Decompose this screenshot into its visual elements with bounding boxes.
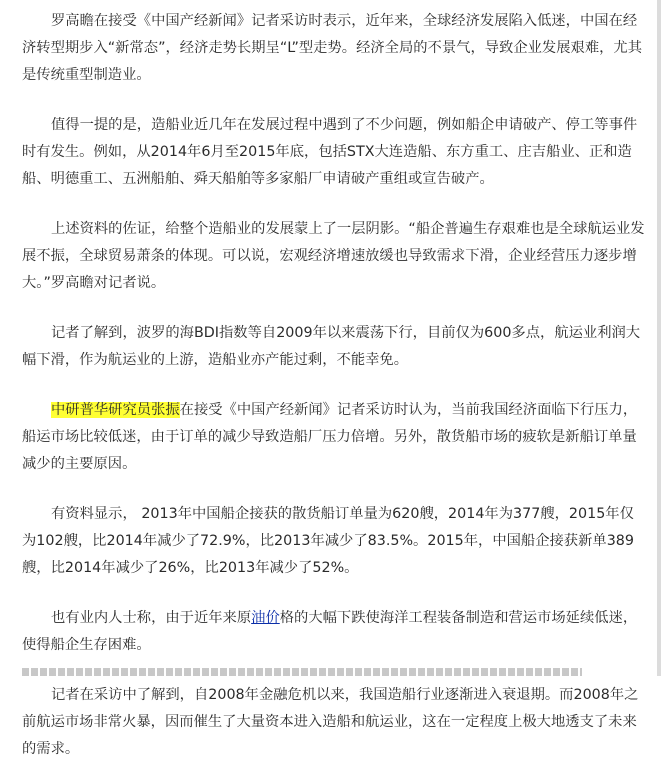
paragraph-6: 有资料显示， 2013年中国船企接获的散货船订单量为620艘，2014年为377艘，2015年仅为102艘，比2014年减少了72.9%，比2013年减少了83.5%。2015年，中国船企接获新单389艘，比2014年减少了26%，比2013年减少了52%。 [22, 506, 634, 576]
paragraph-4: 记者了解到，波罗的海BDI指数等自2009年以来震荡下行，目前仅为600多点，航运业利润大幅下滑，作为航运业的上游，造船业亦产能过剩，不能幸免。 [22, 325, 641, 368]
oil-price-link[interactable]: 油价 [251, 610, 280, 626]
paragraph-7 [22, 605, 647, 659]
paragraph-7-text-end: 格的大幅下跌使海洋工程装备制造和营运市场延续低迷，使得船企生存困难。 [22, 610, 638, 653]
paragraph-5 [22, 397, 647, 478]
scrollbar-track[interactable] [657, 0, 661, 676]
paragraph-7-text-start: 也有业内人士称，由于近年来原 [51, 610, 252, 626]
paragraph-5-text: 在接受《中国产经新闻》记者采访时认为，当前我国经济面临下行压力，船运市场比较低迷，由于订单的减少导致造船厂压力倍增。另外，散货船市场的疲软是新船订单量减少的主要原因。 [22, 402, 638, 472]
cut-off-next-line [22, 668, 582, 676]
highlighted-researcher-name: 中研普华研究员张振 [51, 402, 180, 418]
paragraph-2: 值得一提的是，造船业近几年在发展过程中遇到了不少问题，例如船企申请破产、停工等事件时有发生。例如，从2014年6月至2015年底，包括STX大连造船、东方重工、庄吉船业、正和造船、明德重工、五洲船舶、舜天船舶等多家船厂申请破产重组或宣告破产。 [22, 117, 638, 187]
paragraph-8: 记者在采访中了解到，自2008年金融危机以来，我国造船行业逐渐进入衰退期。而2008年之前航运市场非常火暴，因而催生了大量资本进入造船和航运业，这在一定程度上极大地透支了未来的需求。 [22, 687, 639, 757]
article-body [22, 0, 647, 763]
paragraph-3: 上述资料的佐证，给整个造船业的发展蒙上了一层阴影。“船企普遍生存艰难也是全球航运业发展不振，全球贸易萧条的体现。可以说，宏观经济增速放缓也导致需求下滑，企业经营压力逐步增大。”罗高瞻对记者说。 [22, 221, 645, 291]
paragraph-1: 罗高瞻在接受《中国产经新闻》记者采访时表示，近年来，全球经济发展陷入低迷，中国在经济转型期步入“新常态”，经济走势长期呈“L”型走势。经济全局的不景气，导致企业发展艰难，尤其是传统重型制造业。 [22, 13, 643, 83]
